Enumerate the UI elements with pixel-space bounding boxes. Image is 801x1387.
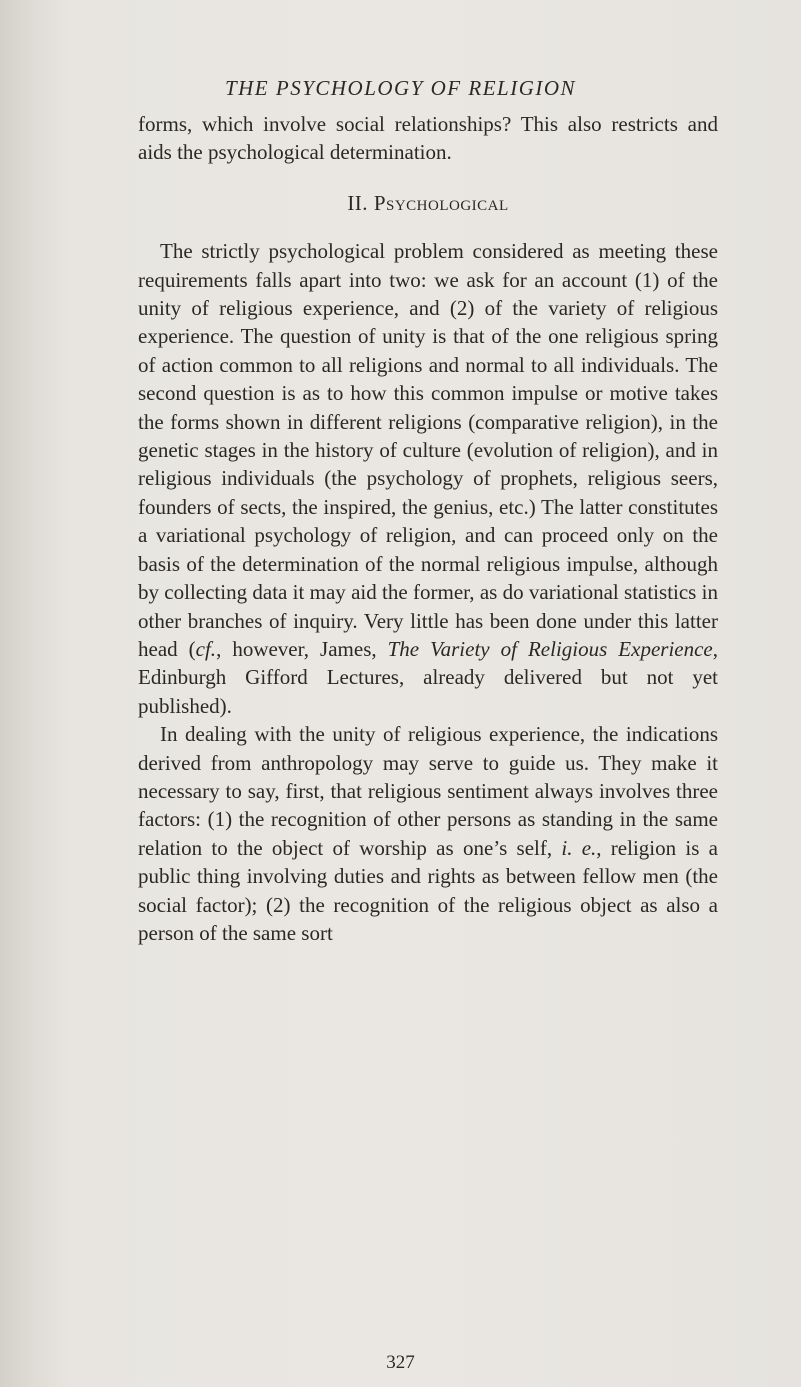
page-number: 327 bbox=[386, 1352, 415, 1373]
paragraph-text: In dealing with the unity of religious experience, the indications derived from anthropology may serve to guide us. They make it necessary to say, first, that religious sentiment always involves three factors: (1) the recognition of other persons as standing in the same relation to the object of worship as one’s self, bbox=[138, 722, 718, 860]
paragraph bbox=[138, 720, 718, 947]
continuation-paragraph: forms, which involve social relationships? This also restricts and aids the psychological determination. bbox=[138, 112, 718, 165]
running-head: THE PSYCHOLOGY OF RELIGION bbox=[224, 76, 577, 100]
page-body bbox=[138, 110, 718, 947]
book-title: The Variety of Religious Experience bbox=[387, 636, 713, 661]
section-numeral: II. bbox=[347, 190, 369, 215]
latin-abbrev: i. e. bbox=[561, 835, 597, 860]
paragraph-text: , religion is a public thing involving duties and rights as between fellow men (the social factor); (2) the recognition of the religious object as also a person of the same sort bbox=[138, 835, 718, 945]
citation-abbrev: cf. bbox=[195, 636, 217, 661]
section-title: Psychological bbox=[373, 190, 509, 215]
paragraph-text: , however, James, bbox=[216, 636, 388, 661]
paragraph-text: , Edinburgh Gifford Lectures, already delivered but not yet published). bbox=[138, 636, 718, 718]
paragraph-text: The strictly psychological problem considered as meeting these requirements falls apart into two: we ask for an account (1) of the unity of religious experience, and (2) of the variety of religious experience. The question of unity is that of the one religious spring of action common to all religions and normal to all individuals. The second question is as to how this common impulse or motive takes the forms shown in different religions (comparative religion), in the genetic stages in the history of culture (evolution of religion), and in religious individuals (the psychology of prophets, religious seers, founders of sects, the inspired, the genius, etc.) The latter constitutes a variational psychology of religion, and can proceed only on the basis of the determination of the normal religious impulse, although by collecting data it may aid the former, as do variational statistics in other branches of inquiry. Very little has been done under this latter head ( bbox=[138, 239, 718, 661]
paragraph bbox=[138, 237, 718, 720]
section-heading bbox=[138, 189, 718, 217]
